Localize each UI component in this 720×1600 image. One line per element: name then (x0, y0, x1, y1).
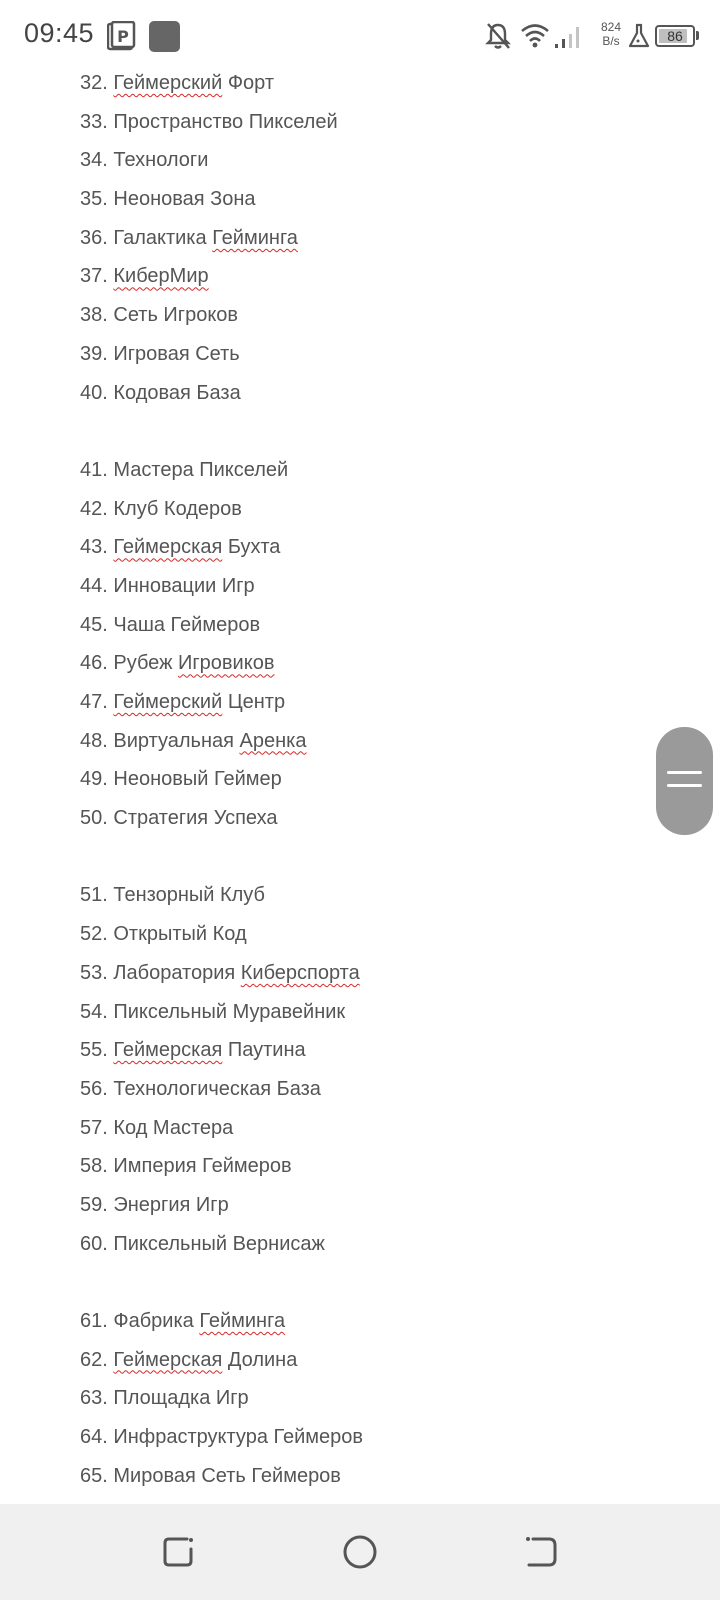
flask-icon (628, 23, 650, 49)
list-item-number: 36. (80, 226, 108, 249)
list-item-number: 51. (80, 884, 108, 907)
list-item-text: Галактика (113, 226, 213, 249)
list-item-text: Открытый Код (113, 923, 247, 946)
list-item-number: 46. (80, 652, 108, 675)
list-gap (80, 1263, 640, 1302)
battery-tip (696, 31, 699, 40)
handle-bar-icon (667, 784, 702, 787)
list-item-number: 42. (80, 497, 108, 520)
spellcheck-word[interactable]: Геймерская (113, 1348, 223, 1371)
list-item-text: Сеть Игроков (113, 304, 239, 327)
spellcheck-word[interactable]: Гейминга (199, 1310, 286, 1332)
list-item (80, 1341, 640, 1380)
wifi-icon (520, 22, 550, 48)
list-item-text: Код Мастера (113, 1116, 234, 1139)
list-item-number: 37. (80, 265, 108, 288)
spellcheck-word[interactable]: Гейминга (212, 226, 298, 249)
list-item-number: 32. (80, 72, 108, 94)
home-icon[interactable] (339, 1531, 381, 1573)
list-item-text: Центр (222, 691, 286, 713)
list-item-text: Пиксельный Муравейник (113, 1000, 346, 1023)
list-item-number: 57. (80, 1116, 108, 1139)
list-item-number: 52. (80, 923, 108, 946)
spellcheck-word[interactable]: Геймерский (113, 691, 223, 713)
list-item (80, 683, 640, 722)
spellcheck-word[interactable]: Аренка (239, 729, 307, 752)
spellcheck-word[interactable]: Геймерская (113, 1039, 223, 1062)
list-item-number: 48. (80, 729, 108, 752)
list-item (80, 915, 640, 954)
list-item-text: Виртуальная (113, 729, 240, 752)
list-item-text: Игровая Сеть (113, 342, 240, 365)
list-item-text: Тензорный Клуб (113, 884, 265, 907)
floating-handle[interactable] (656, 727, 713, 835)
square-app-icon (149, 21, 180, 52)
back-icon[interactable] (519, 1531, 561, 1573)
list-item-number: 49. (80, 768, 108, 791)
list-item (80, 180, 640, 219)
list-item-text: Рубеж (113, 652, 179, 675)
list-item-number: 43. (80, 536, 108, 559)
list-item (80, 374, 640, 413)
list-item-number: 61. (80, 1310, 108, 1332)
list-item (80, 1418, 640, 1457)
list-item-number: 55. (80, 1039, 108, 1062)
list-item (80, 1031, 640, 1070)
list-item-number: 45. (80, 613, 108, 636)
list-item-number: 34. (80, 149, 108, 172)
list-item-number: 40. (80, 381, 108, 404)
list-item (80, 567, 640, 606)
list-item (80, 490, 640, 529)
list-item (80, 1225, 640, 1264)
clock: 09:45 (24, 18, 95, 48)
list-item-text: Мировая Сеть Геймеров (113, 1464, 341, 1487)
list-item-text: Площадка Игр (113, 1387, 249, 1410)
list-item-text: Мастера Пикселей (113, 458, 289, 481)
list-item-text: Стратегия Успеха (113, 807, 278, 830)
p-app-icon (107, 21, 137, 51)
list-item-number: 62. (80, 1348, 108, 1371)
list-item (80, 451, 640, 490)
list-item (80, 296, 640, 335)
network-speed-value: 824 (600, 20, 622, 34)
list-item (80, 1070, 640, 1109)
list-item-number: 44. (80, 574, 108, 597)
list-item-number: 59. (80, 1193, 108, 1216)
list-item-number: 39. (80, 342, 108, 365)
list-item-number: 64. (80, 1426, 108, 1449)
battery-level: 86 (667, 28, 683, 44)
list-item (80, 1302, 640, 1341)
spellcheck-word[interactable]: Киберспорта (240, 961, 360, 984)
list-item-number: 65. (80, 1464, 108, 1487)
list-item-text: Энергия Игр (113, 1193, 229, 1216)
list-item-text: Кодовая База (113, 381, 241, 404)
handle-bar-icon (667, 771, 702, 774)
spellcheck-word[interactable]: Игровиков (178, 652, 275, 675)
list-item (80, 141, 640, 180)
list-item-number: 35. (80, 188, 108, 211)
network-speed (593, 20, 629, 48)
list-item-text: Долина (222, 1348, 298, 1371)
list-item-number: 38. (80, 304, 108, 327)
list-item-number: 58. (80, 1155, 108, 1178)
list-item-number: 53. (80, 961, 108, 984)
list-item-number: 63. (80, 1387, 108, 1410)
list-item-number: 54. (80, 1000, 108, 1023)
list-item-text: Инновации Игр (113, 574, 255, 597)
list-item-text: Инфраструктура Геймеров (113, 1426, 364, 1449)
network-speed-unit: B/s (602, 34, 620, 48)
list-item (80, 257, 640, 296)
bell-off-icon (484, 21, 512, 51)
list-item (80, 722, 640, 761)
list-item (80, 799, 640, 838)
list-item (80, 876, 640, 915)
battery-icon (655, 25, 695, 47)
svg-text:P: P (117, 27, 129, 46)
list-item (80, 1109, 640, 1148)
recent-apps-icon[interactable] (159, 1531, 201, 1573)
list-item-text: Империя Геймеров (113, 1155, 292, 1178)
list-item-number: 47. (80, 691, 108, 713)
list-item-number: 41. (80, 458, 108, 481)
list-item (80, 644, 640, 683)
list-gap (80, 838, 640, 877)
list-item (80, 954, 640, 993)
list-item-number: 56. (80, 1077, 108, 1100)
signal-icon (553, 24, 585, 50)
list-item-number: 50. (80, 807, 108, 830)
list-item-text: Неоновый Геймер (113, 768, 282, 791)
list-item-text: Неоновая Зона (113, 188, 256, 211)
spellcheck-word[interactable]: Геймерская (113, 536, 223, 559)
list-item-text: Клуб Кодеров (113, 497, 242, 520)
status-bar (0, 0, 720, 72)
list-item (80, 103, 640, 142)
list-item (80, 606, 640, 645)
list-item (80, 760, 640, 799)
list-item (80, 1379, 640, 1418)
list-item-text: Технологическая База (113, 1077, 321, 1100)
list-item-number: 33. (80, 110, 108, 133)
spellcheck-word[interactable]: Геймерский (113, 72, 223, 94)
list-item (80, 528, 640, 567)
list-item-text: Лаборатория (113, 961, 241, 984)
list-item-text: Чаша Геймеров (113, 613, 261, 636)
list-item-text: Паутина (222, 1039, 306, 1062)
list-item-number: 60. (80, 1232, 108, 1255)
list-item (80, 1186, 640, 1225)
list-item-text: Фабрика (113, 1310, 200, 1332)
list-item (80, 1147, 640, 1186)
list-item-text: Пиксельный Вернисаж (113, 1232, 325, 1255)
list-item-text: Пространство Пикселей (113, 110, 338, 133)
list-gap (80, 412, 640, 451)
list-item (80, 335, 640, 374)
list-item-text: Бухта (222, 536, 281, 559)
list-item (80, 64, 640, 103)
list-item (80, 993, 640, 1032)
navigation-bar (0, 1504, 720, 1600)
spellcheck-word[interactable]: КиберМир (113, 265, 209, 288)
list-item (80, 219, 640, 258)
document-list (80, 64, 640, 1495)
list-item-text: Технологи (113, 149, 209, 172)
list-item-text: Форт (222, 72, 274, 94)
list-item (80, 1457, 640, 1496)
